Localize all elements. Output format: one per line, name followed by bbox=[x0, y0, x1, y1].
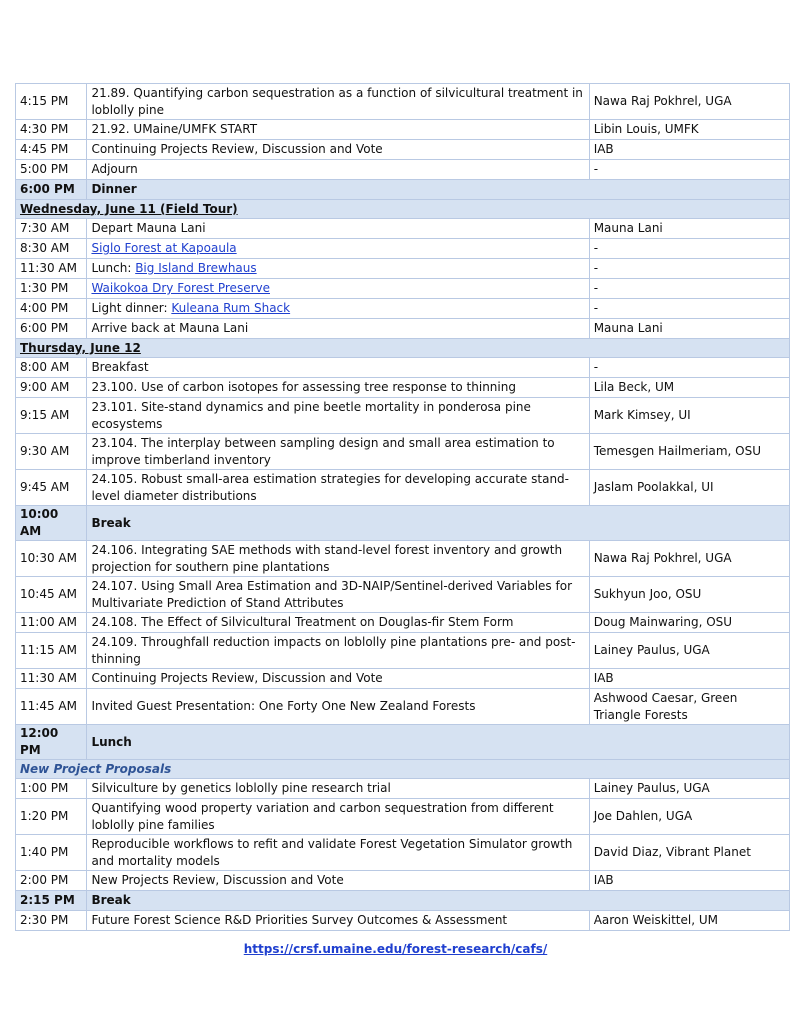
session-title: 24.107. Using Small Area Estimation and 3D-NAIP/Sentinel-derived Variables for Multivariate Prediction of Stand Attributes bbox=[91, 578, 572, 610]
session-cell bbox=[87, 725, 790, 760]
time-cell: 4:15 PM bbox=[16, 84, 87, 120]
venue-link[interactable]: Siglo Forest at Kapoaula bbox=[91, 241, 237, 255]
session-cell bbox=[87, 279, 589, 299]
time-cell: 11:15 AM bbox=[16, 633, 87, 669]
session-cell bbox=[87, 577, 589, 613]
session-cell bbox=[87, 259, 589, 279]
section-header-row bbox=[16, 760, 790, 779]
presenter-cell: David Diaz, Vibrant Planet bbox=[589, 835, 789, 871]
session-title: 24.105. Robust small-area estimation strategies for developing accurate stand-level diameter distributions bbox=[91, 471, 569, 503]
presenter-cell: Mark Kimsey, UI bbox=[589, 398, 789, 434]
session-title: Break bbox=[91, 515, 131, 530]
presenter-cell: IAB bbox=[589, 140, 789, 160]
session-title: Future Forest Science R&D Priorities Survey Outcomes & Assessment bbox=[91, 913, 508, 927]
schedule-row bbox=[16, 613, 790, 633]
session-title: 23.104. The interplay between sampling design and small area estimation to improve timberland inventory bbox=[91, 435, 555, 467]
time-cell: 8:00 AM bbox=[16, 358, 87, 378]
session-cell bbox=[87, 891, 790, 911]
schedule-row bbox=[16, 120, 790, 140]
session-cell bbox=[87, 299, 589, 319]
session-cell bbox=[87, 398, 589, 434]
session-cell bbox=[87, 779, 589, 799]
time-cell: 8:30 AM bbox=[16, 239, 87, 259]
section-title: New Project Proposals bbox=[20, 761, 172, 776]
session-cell bbox=[87, 689, 589, 725]
session-cell bbox=[87, 434, 589, 470]
schedule-row bbox=[16, 871, 790, 891]
presenter-cell: Libin Louis, UMFK bbox=[589, 120, 789, 140]
section-title: Wednesday, June 11 (Field Tour) bbox=[20, 201, 238, 216]
presenter-cell: - bbox=[589, 279, 789, 299]
schedule-table bbox=[15, 83, 790, 931]
session-cell bbox=[87, 180, 790, 200]
session-title: Adjourn bbox=[91, 162, 138, 176]
schedule-row bbox=[16, 84, 790, 120]
time-cell: 9:30 AM bbox=[16, 434, 87, 470]
session-title: 23.100. Use of carbon isotopes for assessing tree response to thinning bbox=[91, 380, 516, 394]
time-cell: 1:20 PM bbox=[16, 799, 87, 835]
schedule-row bbox=[16, 577, 790, 613]
time-cell: 4:45 PM bbox=[16, 140, 87, 160]
session-title: Silviculture by genetics loblolly pine research trial bbox=[91, 781, 391, 795]
time-cell: 10:00 AM bbox=[16, 506, 87, 541]
schedule-row bbox=[16, 891, 790, 911]
schedule-row bbox=[16, 398, 790, 434]
session-title: Dinner bbox=[91, 182, 137, 196]
session-cell bbox=[87, 470, 589, 506]
session-cell bbox=[87, 799, 589, 835]
schedule-row bbox=[16, 779, 790, 799]
schedule-row bbox=[16, 358, 790, 378]
session-cell bbox=[87, 541, 589, 577]
presenter-cell: Ashwood Caesar, Green Triangle Forests bbox=[589, 689, 789, 725]
time-cell: 10:45 AM bbox=[16, 577, 87, 613]
schedule-row bbox=[16, 434, 790, 470]
time-cell: 9:45 AM bbox=[16, 470, 87, 506]
time-cell: 1:40 PM bbox=[16, 835, 87, 871]
presenter-cell: Doug Mainwaring, OSU bbox=[589, 613, 789, 633]
time-cell: 4:00 PM bbox=[16, 299, 87, 319]
presenter-cell: - bbox=[589, 160, 789, 180]
session-title: Reproducible workflows to refit and validate Forest Vegetation Simulator growth and mortality models bbox=[91, 836, 573, 868]
session-title: Depart Mauna Lani bbox=[91, 221, 206, 235]
session-title: Continuing Projects Review, Discussion and Vote bbox=[91, 142, 383, 156]
session-title: Quantifying wood property variation and carbon sequestration from different loblolly pine families bbox=[91, 800, 554, 832]
session-title: 23.101. Site-stand dynamics and pine beetle mortality in ponderosa pine ecosystems bbox=[91, 399, 531, 431]
presenter-cell: - bbox=[589, 259, 789, 279]
time-cell: 7:30 AM bbox=[16, 219, 87, 239]
session-title: 24.109. Throughfall reduction impacts on loblolly pine plantations pre- and post-thinning bbox=[91, 634, 576, 666]
schedule-row bbox=[16, 319, 790, 339]
session-cell bbox=[87, 358, 589, 378]
time-cell: 9:00 AM bbox=[16, 378, 87, 398]
presenter-cell: Nawa Raj Pokhrel, UGA bbox=[589, 84, 789, 120]
time-cell: 4:30 PM bbox=[16, 120, 87, 140]
schedule-row bbox=[16, 219, 790, 239]
presenter-cell: Aaron Weiskittel, UM bbox=[589, 911, 789, 931]
venue-link[interactable]: Waikokoa Dry Forest Preserve bbox=[91, 281, 270, 295]
session-title: Lunch bbox=[91, 734, 132, 749]
session-title: 24.106. Integrating SAE methods with stand-level forest inventory and growth projection for southern pine plantations bbox=[91, 542, 563, 574]
footer-url-link[interactable]: https://crsf.umaine.edu/forest-research/cafs/ bbox=[243, 942, 548, 956]
session-cell bbox=[87, 120, 589, 140]
session-cell bbox=[87, 633, 589, 669]
schedule-row bbox=[16, 669, 790, 689]
presenter-cell: Joe Dahlen, UGA bbox=[589, 799, 789, 835]
schedule-row bbox=[16, 725, 790, 760]
session-title: 24.108. The Effect of Silvicultural Treatment on Douglas-fir Stem Form bbox=[91, 615, 514, 629]
presenter-cell: Mauna Lani bbox=[589, 219, 789, 239]
presenter-cell: IAB bbox=[589, 669, 789, 689]
session-cell bbox=[87, 319, 589, 339]
time-cell: 11:00 AM bbox=[16, 613, 87, 633]
presenter-cell: Lainey Paulus, UGA bbox=[589, 633, 789, 669]
session-cell bbox=[87, 219, 589, 239]
schedule-row bbox=[16, 799, 790, 835]
session-cell bbox=[87, 378, 589, 398]
session-cell bbox=[87, 613, 589, 633]
session-cell bbox=[87, 506, 790, 541]
session-title: Breakfast bbox=[91, 360, 149, 374]
presenter-cell: Nawa Raj Pokhrel, UGA bbox=[589, 541, 789, 577]
presenter-cell: - bbox=[589, 299, 789, 319]
session-title: Break bbox=[91, 893, 131, 907]
session-cell bbox=[87, 140, 589, 160]
schedule-row bbox=[16, 239, 790, 259]
schedule-row bbox=[16, 140, 790, 160]
time-cell: 11:30 AM bbox=[16, 669, 87, 689]
time-cell: 1:30 PM bbox=[16, 279, 87, 299]
time-cell: 2:15 PM bbox=[16, 891, 87, 911]
presenter-cell: - bbox=[589, 239, 789, 259]
time-cell: 11:30 AM bbox=[16, 259, 87, 279]
presenter-cell: - bbox=[589, 358, 789, 378]
section-header-cell bbox=[16, 200, 790, 219]
session-cell bbox=[87, 160, 589, 180]
time-cell: 12:00 PM bbox=[16, 725, 87, 760]
schedule-row bbox=[16, 506, 790, 541]
presenter-cell: Temesgen Hailmeriam, OSU bbox=[589, 434, 789, 470]
section-header-row bbox=[16, 339, 790, 358]
schedule-row bbox=[16, 633, 790, 669]
schedule-row bbox=[16, 911, 790, 931]
time-cell: 9:15 AM bbox=[16, 398, 87, 434]
schedule-row bbox=[16, 541, 790, 577]
presenter-cell: Lila Beck, UM bbox=[589, 378, 789, 398]
schedule-row bbox=[16, 470, 790, 506]
session-cell bbox=[87, 84, 589, 120]
session-cell bbox=[87, 239, 589, 259]
section-header-cell bbox=[16, 339, 790, 358]
time-cell: 10:30 AM bbox=[16, 541, 87, 577]
schedule-row bbox=[16, 160, 790, 180]
session-title: Arrive back at Mauna Lani bbox=[91, 321, 249, 335]
presenter-cell: Lainey Paulus, UGA bbox=[589, 779, 789, 799]
session-cell bbox=[87, 669, 589, 689]
schedule-row bbox=[16, 835, 790, 871]
schedule-row bbox=[16, 259, 790, 279]
session-title: Light dinner: bbox=[91, 301, 172, 315]
schedule-row bbox=[16, 279, 790, 299]
schedule-row bbox=[16, 689, 790, 725]
time-cell: 2:00 PM bbox=[16, 871, 87, 891]
presenter-cell: Mauna Lani bbox=[589, 319, 789, 339]
session-title: Continuing Projects Review, Discussion and Vote bbox=[91, 671, 383, 685]
section-header-row bbox=[16, 200, 790, 219]
schedule-row bbox=[16, 180, 790, 200]
time-cell: 1:00 PM bbox=[16, 779, 87, 799]
section-title: Thursday, June 12 bbox=[20, 340, 141, 355]
session-cell bbox=[87, 871, 589, 891]
time-cell: 6:00 PM bbox=[16, 319, 87, 339]
session-cell bbox=[87, 911, 589, 931]
venue-link[interactable]: Kuleana Rum Shack bbox=[171, 301, 291, 315]
session-title: 21.92. UMaine/UMFK START bbox=[91, 122, 258, 136]
session-title: Lunch: bbox=[91, 261, 136, 275]
schedule-row bbox=[16, 378, 790, 398]
venue-link[interactable]: Big Island Brewhaus bbox=[135, 261, 257, 275]
session-title: New Projects Review, Discussion and Vote bbox=[91, 873, 344, 887]
time-cell: 5:00 PM bbox=[16, 160, 87, 180]
schedule-row bbox=[16, 299, 790, 319]
time-cell: 2:30 PM bbox=[16, 911, 87, 931]
session-title: Invited Guest Presentation: One Forty One New Zealand Forests bbox=[91, 699, 476, 713]
time-cell: 11:45 AM bbox=[16, 689, 87, 725]
presenter-cell: Sukhyun Joo, OSU bbox=[589, 577, 789, 613]
presenter-cell: Jaslam Poolakkal, UI bbox=[589, 470, 789, 506]
time-cell: 6:00 PM bbox=[16, 180, 87, 200]
presenter-cell: IAB bbox=[589, 871, 789, 891]
session-cell bbox=[87, 835, 589, 871]
session-title: 21.89. Quantifying carbon sequestration as a function of silvicultural treatment in loblolly pine bbox=[91, 85, 583, 117]
section-header-cell bbox=[16, 760, 790, 779]
